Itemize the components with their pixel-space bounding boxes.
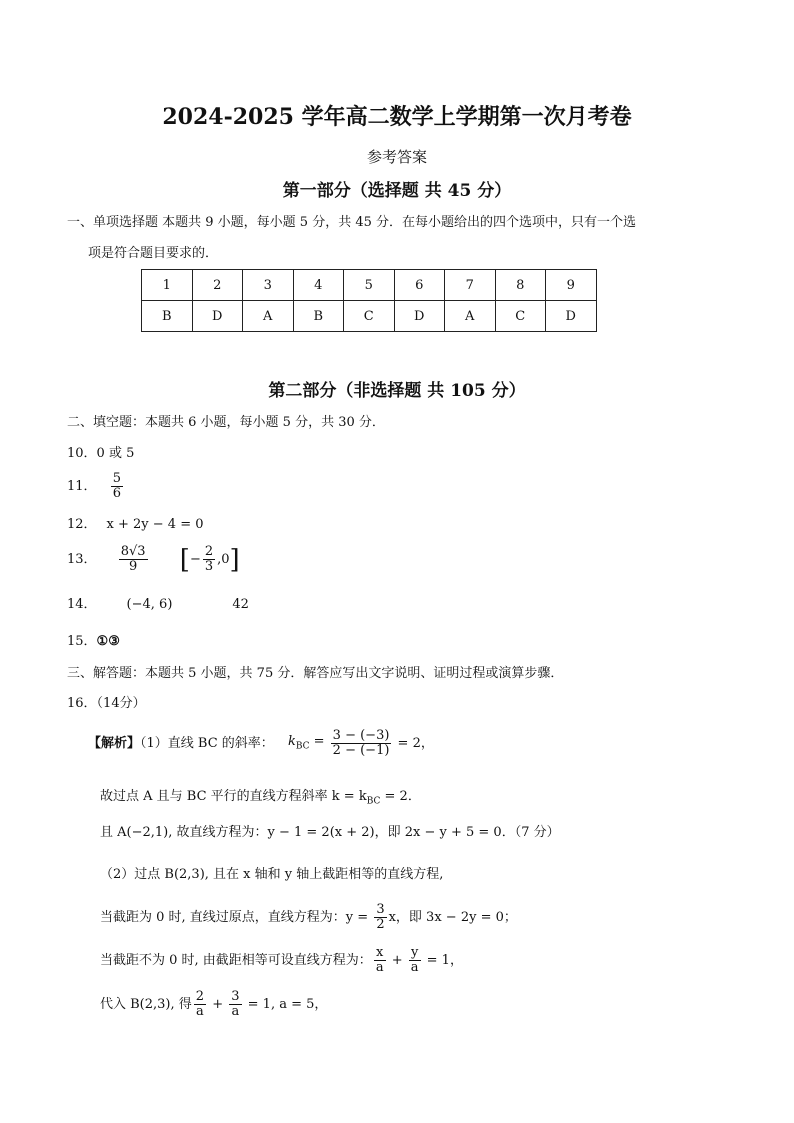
q13-denominator-1: 9: [128, 559, 138, 575]
q16-line6-fraction-2: [409, 946, 421, 976]
q16-line7-numerator-2: 3: [231, 989, 240, 1004]
table-cell-answer: A: [445, 301, 496, 332]
q12: [67, 516, 204, 534]
table-cell-answer: C: [344, 301, 395, 332]
q16-line7-numerator-1: 2: [195, 989, 205, 1004]
q16-line2-end: = 2．: [380, 789, 421, 804]
q16-line7-denominator-2: a: [231, 1004, 240, 1020]
q16-line1-end: = 2，: [393, 735, 434, 751]
q16-slope-numerator: 3 − (−3): [332, 728, 390, 743]
q14-number: 14．: [67, 597, 97, 612]
q11-denominator: 6: [112, 486, 121, 502]
page-title: 2024-2025 学年高二数学上学期第一次月考卷: [162, 104, 632, 130]
part1-instruction-line2: 项是符合题目要求的．: [88, 246, 219, 261]
q15-answer: ①③: [96, 634, 120, 649]
table-cell-answer: D: [546, 301, 597, 332]
q16-line7: [100, 990, 327, 1020]
table-cell-number: 6: [394, 270, 445, 301]
q13-tail: ,0: [217, 551, 230, 567]
q10-answer: 0 或 5: [96, 446, 135, 461]
answer-table-answer-row: [142, 301, 597, 332]
q16-line7-fraction-2: [229, 990, 241, 1020]
q14: [67, 596, 249, 614]
q16-line7-end: = 1, a = 5，: [243, 996, 328, 1012]
q13: [67, 545, 240, 575]
q16-line5: [100, 903, 517, 933]
q16-line6-plus: +: [387, 952, 407, 968]
table-cell-answer: B: [293, 301, 344, 332]
solve-instruction: 三、解答题：本题共 5 小题，共 75 分．解答应写出文字说明、证明过程或演算步骤．: [67, 666, 564, 681]
q16-line5-numerator: 3: [376, 902, 385, 917]
q16-line1: [88, 729, 434, 759]
q16-line3: 且 A(−2,1), 故直线方程为：y − 1 = 2(x + 2)，即 2x − y + 5 = 0．（7 分）: [100, 825, 560, 840]
answer-table-number-row: [142, 270, 597, 301]
q16-line7-text: 代入 B(2,3), 得: [100, 996, 192, 1012]
q12-answer: x + 2y − 4 = 0: [106, 517, 204, 532]
q16-slope-k: k: [287, 733, 296, 749]
q13-left-bracket: [: [179, 544, 190, 575]
table-cell-number: 3: [243, 270, 294, 301]
q15-number: 15．: [67, 634, 97, 649]
table-cell-answer: D: [394, 301, 445, 332]
answer-table: [141, 269, 597, 332]
q14-answer-1: (−4, 6): [126, 597, 173, 612]
q16-line2-sub: BC: [366, 796, 381, 807]
q16-line7-plus: +: [208, 996, 228, 1012]
part2-heading: 第二部分（非选择题 共 105 分）: [268, 381, 526, 401]
q13-right-bracket: ]: [229, 544, 240, 575]
q16-line5-end: x，即 3x − 2y = 0；: [388, 909, 517, 925]
q16-line5-fraction: [374, 903, 386, 933]
q16-number: 16．（14分）: [67, 696, 146, 711]
q16-slope-fraction: [331, 729, 392, 759]
q16-line4: （2）过点 B(2,3), 且在 x 轴和 y 轴上截距相等的直线方程,: [100, 867, 444, 882]
table-cell-number: 7: [445, 270, 496, 301]
q13-number: 13．: [67, 551, 97, 567]
table-cell-number: 4: [293, 270, 344, 301]
analysis-label: 【解析】: [88, 735, 141, 751]
q16-line6-end: = 1，: [422, 952, 463, 968]
q16-line7-fraction-1: [194, 990, 206, 1020]
part1-heading: 第一部分（选择题 共 45 分）: [282, 181, 512, 201]
q16-line2-text: 故过点 A 且与 BC 平行的直线方程斜率 k = k: [100, 789, 367, 804]
q16-line6: [100, 946, 463, 976]
table-cell-answer: C: [495, 301, 546, 332]
q13-numerator-1: 8√3: [120, 544, 146, 559]
q16-line6-numerator-2: y: [409, 946, 421, 961]
q13-denominator-2: 3: [204, 559, 214, 575]
q13-minus: −: [189, 551, 201, 567]
q16-line6-fraction-1: [374, 946, 386, 976]
q16-line6-denominator-1: a: [375, 960, 384, 976]
q10-number: 10．: [67, 446, 97, 461]
fill-in-instruction: 二、填空题：本题共 6 小题，每小题 5 分，共 30 分．: [67, 415, 385, 430]
table-cell-answer: D: [192, 301, 243, 332]
q16-line1-eq: =: [309, 733, 329, 749]
q16-line5-text: 当截距为 0 时, 直线过原点，直线方程为：y =: [100, 909, 373, 925]
q16-line5-denominator: 2: [376, 917, 385, 933]
table-cell-number: 5: [344, 270, 395, 301]
table-cell-number: 2: [192, 270, 243, 301]
table-cell-number: 1: [142, 270, 193, 301]
q11-numerator: 5: [112, 471, 121, 486]
q16-slope-denominator: 2 − (−1): [332, 743, 390, 759]
q15: [67, 633, 120, 651]
q16-line1-text: （1）直线 BC 的斜率：: [140, 735, 274, 751]
q11-fraction: [111, 472, 123, 502]
q14-answer-2: 42: [232, 597, 249, 612]
q10: [67, 445, 134, 463]
page-subtitle: 参考答案: [366, 148, 427, 166]
q16-slope-sub: BC: [295, 741, 310, 752]
q16-line7-denominator-1: a: [196, 1004, 204, 1020]
part1-instruction-line1: 一、单项选择题 本题共 9 小题，每小题 5 分，共 45 分．在每小题给出的四个选项中，只有一个选: [67, 215, 637, 230]
q13-fraction-1: [119, 545, 148, 575]
q12-number: 12．: [67, 517, 97, 532]
q13-fraction-2: [203, 545, 215, 575]
q16-line2: [100, 788, 421, 811]
q11-number: 11．: [67, 478, 97, 494]
table-cell-number: 9: [546, 270, 597, 301]
q16-line6-numerator-1: x: [374, 946, 386, 961]
table-cell-answer: B: [142, 301, 193, 332]
table-cell-number: 8: [495, 270, 546, 301]
q13-numerator-2: 2: [204, 544, 214, 559]
q16-line6-text: 当截距不为 0 时, 由截距相等可设直线方程为：: [100, 952, 372, 968]
q11: [67, 472, 125, 502]
table-cell-answer: A: [243, 301, 294, 332]
q16-line6-denominator-2: a: [410, 960, 419, 976]
